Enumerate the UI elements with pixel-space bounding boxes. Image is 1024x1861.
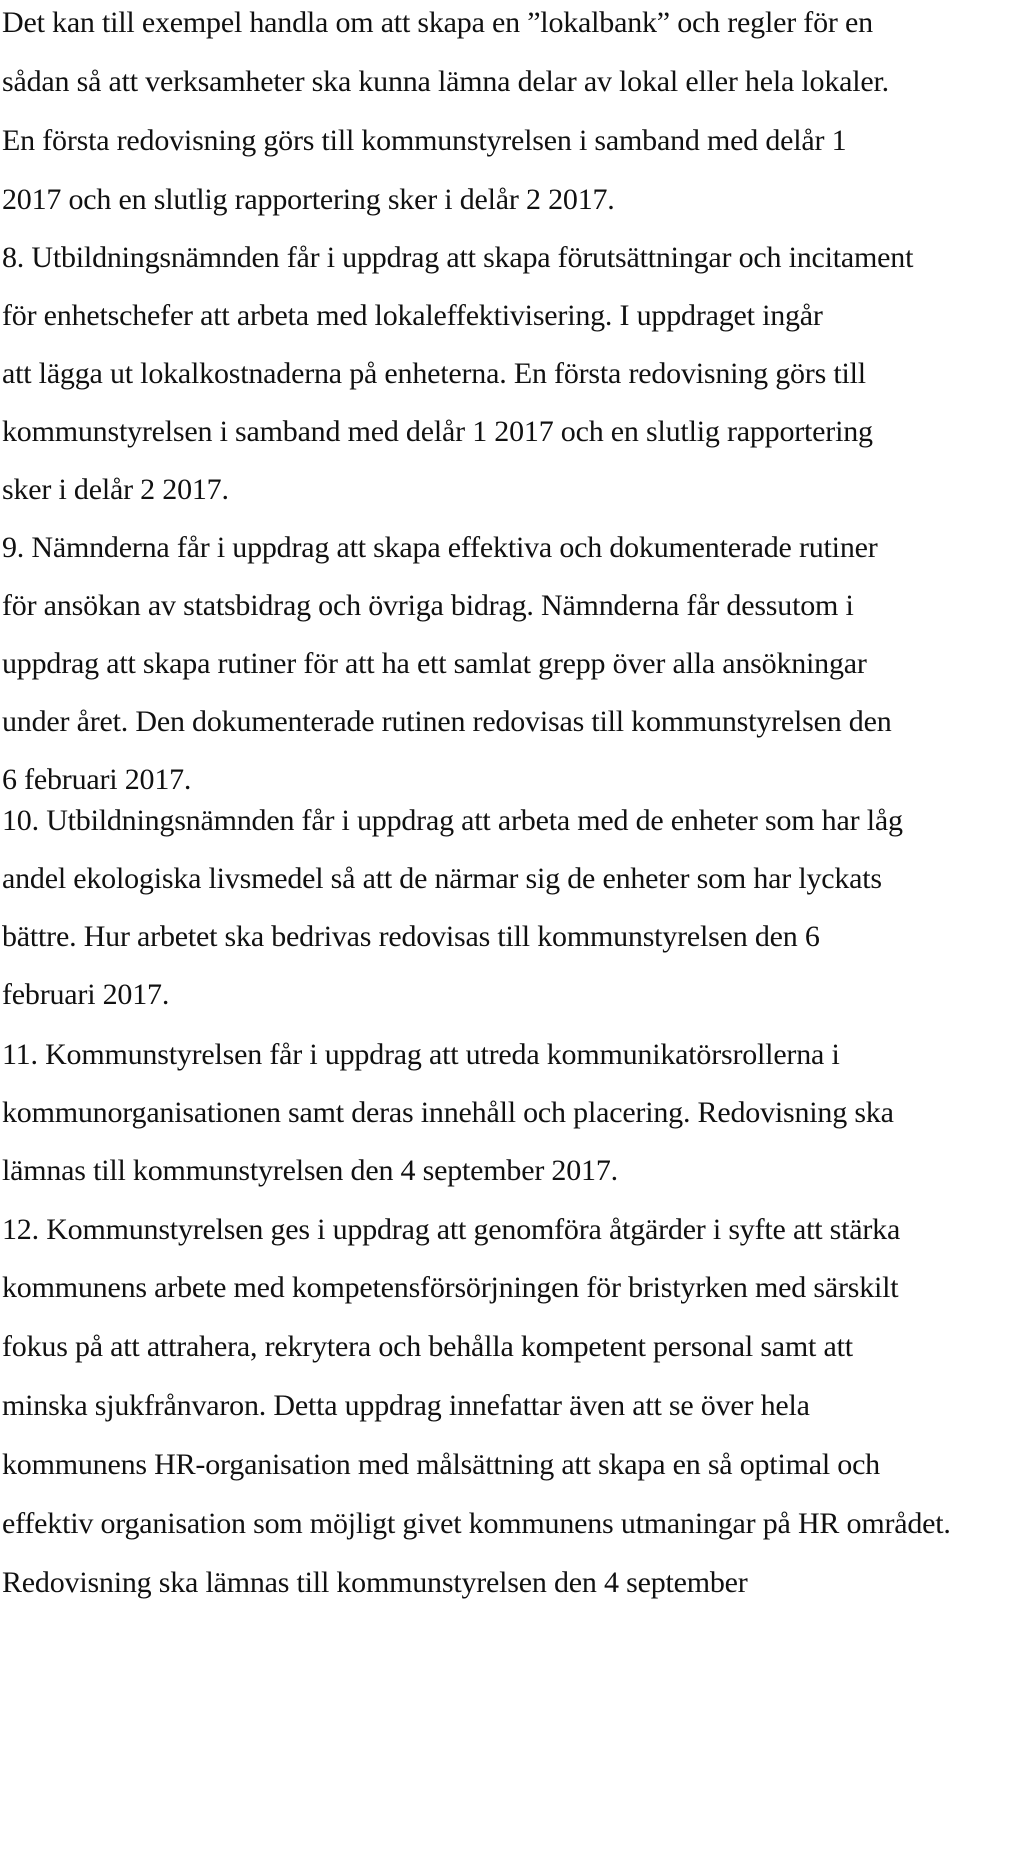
text-line: uppdrag att skapa rutiner för att ha ett samlat grepp över alla ansökningar bbox=[2, 647, 867, 680]
text-line: 11. Kommunstyrelsen får i uppdrag att utreda kommunikatörsrollerna i bbox=[2, 1038, 840, 1071]
text-line: 9. Nämnderna får i uppdrag att skapa effektiva och dokumenterade rutiner bbox=[2, 531, 878, 564]
text-line: för enhetschefer att arbeta med lokaleffektivisering. I uppdraget ingår bbox=[2, 299, 823, 332]
text-line: lämnas till kommunstyrelsen den 4 september 2017. bbox=[2, 1154, 618, 1187]
text-line: sker i delår 2 2017. bbox=[2, 473, 229, 506]
text-line: 8. Utbildningsnämnden får i uppdrag att skapa förutsättningar och incitament bbox=[2, 241, 914, 274]
text-line: fokus på att attrahera, rekrytera och behålla kompetent personal samt att bbox=[2, 1330, 853, 1363]
text-line: februari 2017. bbox=[2, 978, 170, 1011]
text-line: under året. Den dokumenterade rutinen redovisas till kommunstyrelsen den bbox=[2, 705, 892, 738]
text-line: 6 februari 2017. bbox=[2, 763, 192, 796]
text-line: sådan så att verksamheter ska kunna lämna delar av lokal eller hela lokaler. bbox=[2, 65, 889, 98]
text-line: kommunens arbete med kompetensförsörjningen för bristyrken med särskilt bbox=[2, 1271, 899, 1304]
text-line: Redovisning ska lämnas till kommunstyrelsen den 4 september bbox=[2, 1566, 748, 1599]
text-line: 2017 och en slutlig rapportering sker i delår 2 2017. bbox=[2, 183, 615, 216]
text-line: En första redovisning görs till kommunstyrelsen i samband med delår 1 bbox=[2, 124, 847, 157]
text-line: effektiv organisation som möjligt givet kommunens utmaningar på HR området. bbox=[2, 1507, 951, 1540]
text-line: Det kan till exempel handla om att skapa en ”lokalbank” och regler för en bbox=[2, 6, 873, 39]
text-line: för ansökan av statsbidrag och övriga bidrag. Nämnderna får dessutom i bbox=[2, 589, 854, 622]
text-line: minska sjukfrånvaron. Detta uppdrag innefattar även att se över hela bbox=[2, 1389, 810, 1422]
text-line: kommunorganisationen samt deras innehåll och placering. Redovisning ska bbox=[2, 1096, 894, 1129]
text-line: kommunens HR-organisation med målsättning att skapa en så optimal och bbox=[2, 1448, 880, 1481]
text-line: bättre. Hur arbetet ska bedrivas redovisas till kommunstyrelsen den 6 bbox=[2, 920, 820, 953]
text-line: andel ekologiska livsmedel så att de närmar sig de enheter som har lyckats bbox=[2, 862, 882, 895]
text-line: att lägga ut lokalkostnaderna på enheterna. En första redovisning görs till bbox=[2, 357, 866, 390]
text-line: 12. Kommunstyrelsen ges i uppdrag att genomföra åtgärder i syfte att stärka bbox=[2, 1213, 901, 1246]
text-line: 10. Utbildningsnämnden får i uppdrag att arbeta med de enheter som har låg bbox=[2, 804, 903, 837]
text-line: kommunstyrelsen i samband med delår 1 2017 och en slutlig rapportering bbox=[2, 415, 873, 448]
